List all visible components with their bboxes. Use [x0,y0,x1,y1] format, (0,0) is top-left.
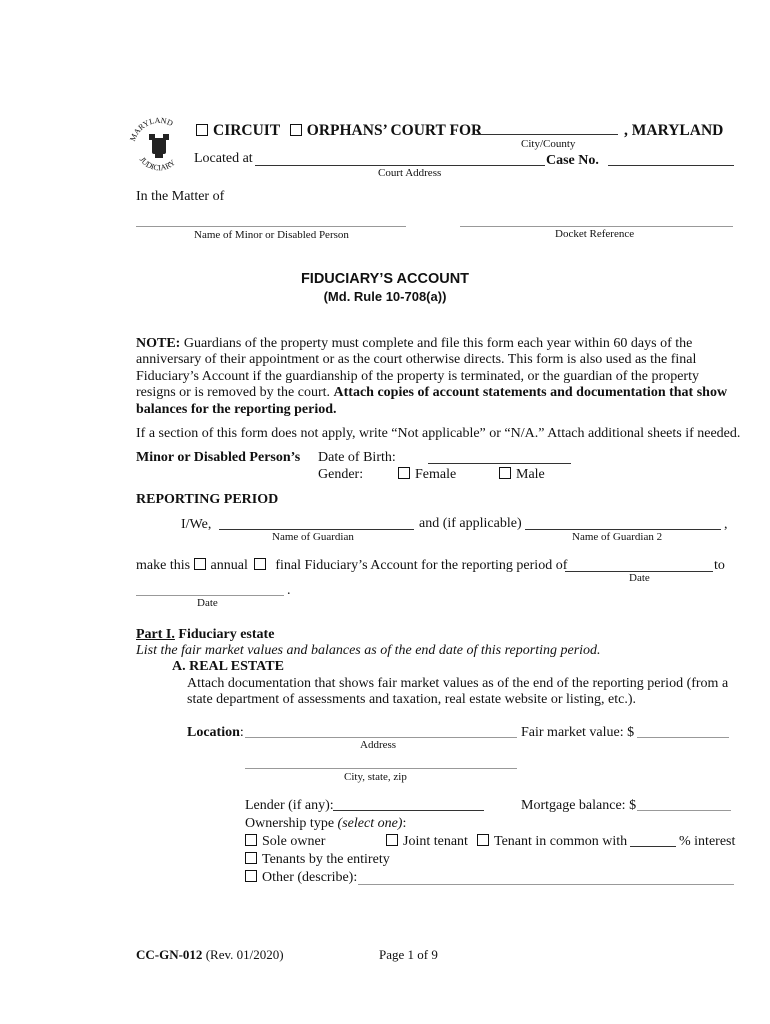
male-option[interactable] [499,467,545,483]
location-address-field[interactable] [245,737,517,738]
page-number: Page 1 of 9 [379,947,438,962]
guardian2-name-caption: Name of Guardian 2 [572,531,663,543]
iwe-label: I/We, [181,517,212,532]
joint-tenant-checkbox[interactable] [386,834,398,846]
person-label: Minor or Disabled Person’s [136,450,301,465]
address-caption: Address [360,739,397,751]
female-label: Female [415,467,457,482]
court-address-field[interactable] [255,165,545,166]
sole-owner-option[interactable] [245,834,325,850]
fair-market-value-field[interactable] [637,737,729,738]
circuit-label: CIRCUIT [213,122,280,139]
location-label-row: Location: [187,725,244,740]
location-label: Location [187,725,240,740]
tenant-in-common-option[interactable] [477,834,627,850]
city-county-caption: City/County [521,138,576,150]
female-checkbox[interactable] [398,467,410,479]
note-label: NOTE: [136,336,181,351]
guardian-name-field[interactable] [219,529,414,530]
lender-field[interactable] [333,810,484,811]
interest-label: % interest [679,834,736,849]
part1-heading: Fiduciary estate [178,627,275,642]
end-date-caption: Date [197,597,218,609]
case-no-label: Case No. [546,153,599,168]
annual-checkbox[interactable] [194,558,206,570]
account-type-row [136,558,567,574]
note-paragraph [136,336,740,418]
joint-tenant-label: Joint tenant [403,834,468,849]
male-checkbox[interactable] [499,467,511,479]
and-if-applicable-label: and (if applicable) [419,516,522,531]
city-county-field[interactable] [473,134,618,135]
maryland-judiciary-seal [128,114,190,178]
in-the-matter-of-label: In the Matter of [136,189,225,204]
tenants-entirety-checkbox[interactable] [245,852,257,864]
seal-top-text: MARYLAND [128,115,175,143]
fair-market-value-label: Fair market value: $ [521,725,635,740]
part1-heading-row [136,627,274,643]
ownership-type-row: Ownership type (select one): [245,816,407,831]
guardian-name-caption: Name of Guardian [272,531,354,543]
instructions-text: If a section of this form does not apply, write “Not applicable” or “N/A.” Attach additional sheets if needed. [136,426,741,441]
tenant-in-common-label: Tenant in common with [494,834,628,849]
note-text: Guardians of the property must complete and file this form each year within 60 days of the anniversary of their appointment or as the court otherwise directs. This form is also used as the final Fiduciary’s Account if the guardianship of the property is terminated, or the guardian of the property resigns or is removed by the court. [136,336,699,401]
section-a-heading: A. REAL ESTATE [172,659,284,674]
person-name-caption: Name of Minor or Disabled Person [194,229,349,241]
docket-reference-field[interactable] [460,226,733,227]
sole-owner-checkbox[interactable] [245,834,257,846]
section-a-text: Attach documentation that shows fair market values as of the end of the reporting period (from a state department of assessments and taxation, real estate website or listing, etc.). [187,676,729,708]
court-address-caption: Court Address [378,167,442,179]
form-rule: (Md. Rule 10-708(a)) [323,289,447,304]
located-at-label: Located at [194,151,253,166]
to-label: to [714,558,725,573]
part1-label: Part I. [136,627,175,642]
start-date-caption: Date [629,572,650,584]
ownership-type-label: Ownership type [245,816,338,831]
gender-label: Gender: [318,467,364,482]
tenants-entirety-label: Tenants by the entirety [262,852,390,867]
orphans-checkbox[interactable] [290,124,302,136]
final-account-label: final Fiduciary’s Account for the reporting period of [275,558,568,573]
seal-crest-icon [149,134,169,158]
guardian-comma: , [724,517,728,532]
female-option[interactable] [398,467,456,483]
docket-reference-caption: Docket Reference [555,228,635,240]
final-checkbox[interactable] [254,558,266,570]
city-state-zip-field[interactable] [245,768,517,769]
make-this-label: make this [136,558,191,573]
case-no-field[interactable] [608,165,734,166]
note-bold-text: Attach copies of account statements and documentation that show balances for the reporting period. [136,385,728,417]
form-number: CC-GN-012 (Rev. 01/2020) [136,947,284,962]
reporting-period-heading: REPORTING PERIOD [136,492,279,507]
tenants-entirety-option[interactable] [245,852,390,868]
part1-subheading: List the fair market values and balances as of the end date of this reporting period. [136,643,601,658]
joint-tenant-option[interactable] [386,834,468,850]
period-end-mark: . [287,583,291,598]
sole-owner-label: Sole owner [262,834,326,849]
other-checkbox[interactable] [245,870,257,882]
interest-percent-field[interactable] [630,846,676,847]
circuit-checkbox[interactable] [196,124,208,136]
state-label: , MARYLAND [624,122,724,139]
orphans-court-label: ORPHANS’ COURT FOR [306,122,483,139]
male-label: Male [516,467,545,482]
seal-bottom-text: JUDICIARY [137,155,177,173]
other-label: Other (describe): [262,870,358,885]
form-title: FIDUCIARY’S ACCOUNT [300,271,470,287]
guardian2-name-field[interactable] [525,529,721,530]
tenant-in-common-checkbox[interactable] [477,834,489,846]
court-type-row [196,122,482,140]
annual-label: annual [210,558,248,573]
city-state-zip-caption: City, state, zip [344,771,407,783]
dob-field[interactable] [428,463,571,464]
select-one-label: (select one) [337,816,403,831]
period-end-date-field[interactable] [136,595,284,596]
other-describe-field[interactable] [358,884,734,885]
lender-label: Lender (if any): [245,798,334,813]
person-name-field[interactable] [136,226,406,227]
dob-label: Date of Birth: [318,450,396,465]
mortgage-balance-field[interactable] [637,810,731,811]
mortgage-balance-label: Mortgage balance: $ [521,798,637,813]
other-option[interactable] [245,870,357,886]
